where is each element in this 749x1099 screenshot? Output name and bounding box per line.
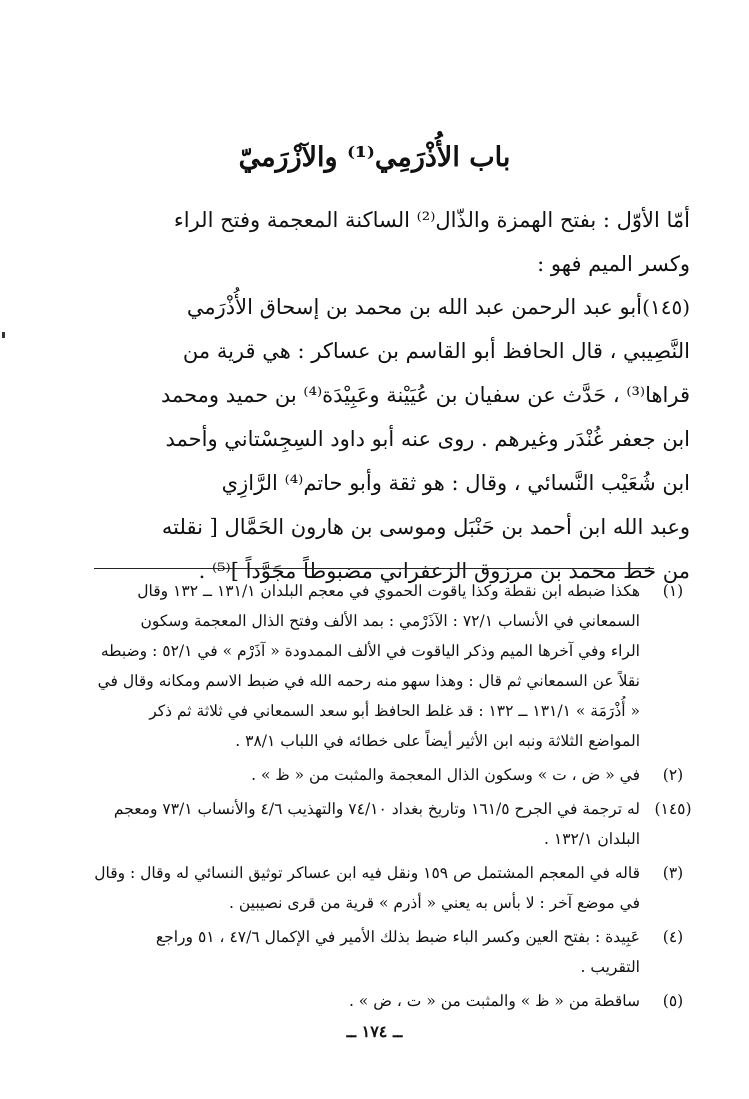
footnote-line: نقلاً عن السمعاني ثم قال : وهذا سهو منه رحمه الله في ضبط الاسم ومكانه وقال في [97, 672, 640, 690]
entry-line: قراها⁽³⁾ ، حَدَّث عن سفيان بن عُيَيْنة وعَبِيْدَة⁽⁴⁾ بن حميد ومحمد [160, 383, 690, 407]
chapter-heading: باب الأُذْرَمِي⁽¹⁾ والآزْرَميّ [238, 142, 511, 173]
margin-mark [2, 332, 5, 338]
entry-paragraph [50, 285, 690, 593]
entry-line: النَّصِيبي ، قال الحافظ أبو القاسم بن عساكر : هي قرية من [182, 339, 690, 363]
footnote-line: عَبِيدة : بفتح العين وكسر الباء ضبط بذلك الأمير في الإكمال ٤٧/٦ ، ٥١ وراجع [155, 928, 640, 946]
footnote-line: قاله في المعجم المشتمل ص ١٥٩ ونقل فيه ابن عساكر توثيق النسائي له وقال : وقال [94, 864, 640, 882]
footnote-number: (٤) [662, 928, 684, 946]
footnote-line: في موضع آخر : لا بأس به يعني « أذرم » قرية من قرى نصيبين . [229, 894, 640, 912]
footnote-number: (١) [662, 582, 684, 600]
footnote-line: البلدان ١٣٢/١ . [544, 830, 640, 848]
entry-number: (١٤٥) [642, 295, 690, 319]
intro-line: وكسر الميم فهو : [537, 252, 690, 276]
footnote [50, 760, 700, 790]
footnote-line: المواضع الثلاثة ونبه ابن الأثير أيضاً على خطائه في اللباب ٣٨/١ . [235, 732, 640, 750]
footnote-number: (١٤٥) [654, 800, 692, 818]
footnote-line: « أُذْرَمَة » ١٣١/١ ــ ١٣٢ : قد غلط الحافظ أبو سعد السمعاني في ثلاثة ثم ذكر [149, 702, 640, 720]
footnote-line: الراء وفي آخرها الميم وذكر الياقوت في الألف الممدودة « آذَرْم » في ٥٢/١ : وضبطه [100, 642, 640, 660]
footnote-number: (٥) [662, 992, 684, 1010]
footnote [50, 794, 700, 854]
page-number: ــ ١٧٤ ــ [346, 1022, 403, 1041]
entry-line: من خط محمد بن مرزوق الزعفراني مضبوطاً مجَوَّداً ]⁽⁵⁾ . [198, 559, 690, 583]
intro-paragraph [50, 198, 690, 286]
footnote [50, 858, 700, 918]
footnote-line: التقريب . [580, 958, 640, 976]
footnote-line: له ترجمة في الجرح ١٦١/٥ وتاريخ بغداد ٧٤/١٠ والتهذيب ٤/٦ والأنساب ٧٣/١ ومعجم [113, 800, 640, 818]
footnote [50, 922, 700, 982]
footnote-divider [94, 568, 654, 569]
footnote-line: هكذا ضبطه ابن نقطة وكذا ياقوت الحموي في معجم البلدان ١٣١/١ ــ ١٣٢ وقال [137, 582, 640, 600]
footnote [50, 576, 700, 756]
footnote-line: السمعاني في الأنساب ٧٢/١ : الآذَرْمي : بمد الألف وفتح الذال المعجمة وسكون [140, 612, 640, 630]
footnote [50, 986, 700, 1016]
entry-line: ابن شُعَيْب النَّسائي ، وقال : هو ثقة وأبو حاتم⁽⁴⁾ الرَّازِي [221, 471, 690, 495]
footnote-line: في « ض ، ت » وسكون الذال المعجمة والمثبت من « ظ » . [251, 766, 640, 784]
footnote-line: ساقطة من « ظ » والمثبت من « ت ، ض » . [348, 992, 640, 1010]
entry-line: أبو عبد الرحمن عبد الله بن محمد بن إسحاق الأُذْرَمي [186, 295, 642, 319]
entry-line: ابن جعفر غُنْدَر وغيرهم . روى عنه أبو داود السِجِسْتاني وأحمد [165, 427, 690, 451]
entry-line: وعبد الله ابن أحمد بن حَنْبَل وموسى بن هارون الحَمَّال [ نقلته [161, 515, 690, 539]
footnote-number: (٢) [662, 766, 684, 784]
footnotes [50, 576, 700, 1020]
footnote-number: (٣) [662, 864, 684, 882]
intro-line: أمّا الأوّل : بفتح الهمزة والذّال⁽²⁾ الساكنة المعجمة وفتح الراء [173, 208, 690, 232]
